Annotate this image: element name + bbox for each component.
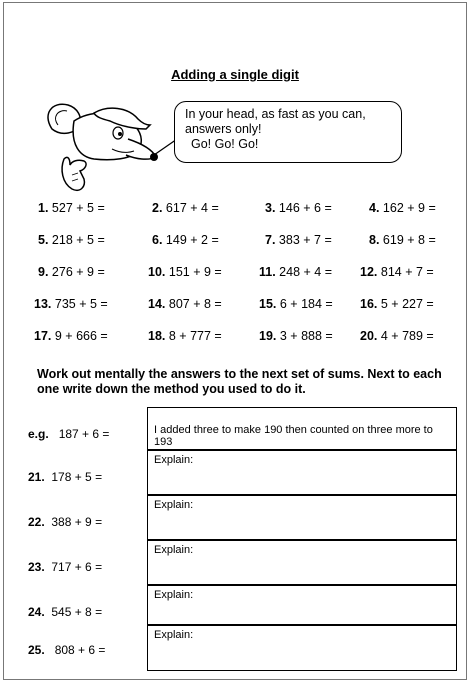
explain-answer-box[interactable] [147,450,457,495]
example-answer-box [147,407,457,450]
bubble-line-2: answers only! [185,122,262,136]
explain-label: Explain: [154,499,194,511]
problem-row [4,265,466,297]
problem-item: 2. 617 + 4 = [152,201,219,215]
problem-item: 5. 218 + 5 = [38,233,105,247]
problem-item: 6. 149 + 2 = [152,233,219,247]
question-label: 22. 388 + 9 = [28,515,103,529]
question-label: 21. 178 + 5 = [28,470,103,484]
example-label: e.g. 187 + 6 = [28,427,110,441]
explain-label: Explain: [154,589,194,601]
example-answer-text: I added three to make 190 then counted on three more to 193 [154,424,433,448]
problem-item: 16. 5 + 227 = [360,297,434,311]
explain-answer-box[interactable] [147,540,457,585]
problem-item: 11. 248 + 4 = [259,265,332,279]
problem-item: 12. 814 + 7 = [360,265,434,279]
problem-item: 10. 151 + 9 = [148,265,222,279]
explain-answer-box[interactable] [147,585,457,625]
problem-row [4,297,466,329]
problem-item: 13. 735 + 5 = [34,297,108,311]
problem-item: 7. 383 + 7 = [265,233,332,247]
problem-row [4,201,466,233]
bubble-line-3: Go! Go! Go! [191,137,259,151]
problem-grid [4,201,466,361]
instructions-text: Work out mentally the answers to the next set of sums. Next to each one write down the method you used to do it. [37,367,442,396]
problem-item: 1. 527 + 5 = [38,201,105,215]
problem-item: 9. 276 + 9 = [38,265,105,279]
question-label: 24. 545 + 8 = [28,605,103,619]
problem-item: 4. 162 + 9 = [369,201,436,215]
problem-item: 8. 619 + 8 = [369,233,436,247]
problem-row [4,233,466,265]
speech-bubble [174,101,402,163]
problem-item: 17. 9 + 666 = [34,329,108,343]
problem-row [4,329,466,361]
worksheet-page [3,2,467,680]
problem-item: 3. 146 + 6 = [265,201,332,215]
worksheet-title: Adding a single digit [171,67,299,82]
explain-label: Explain: [154,629,194,641]
explain-answer-box[interactable] [147,625,457,671]
mouse-mascot-illustration [42,99,192,199]
problem-item: 15. 6 + 184 = [259,297,333,311]
explain-answer-box[interactable] [147,495,457,540]
problem-item: 19. 3 + 888 = [259,329,333,343]
explain-label: Explain: [154,544,194,556]
question-label: 25. 808 + 6 = [28,643,106,657]
explain-label: Explain: [154,454,194,466]
problem-item: 18. 8 + 777 = [148,329,222,343]
problem-item: 14. 807 + 8 = [148,297,222,311]
problem-item: 20. 4 + 789 = [360,329,434,343]
question-label: 23. 717 + 6 = [28,560,103,574]
bubble-line-1: In your head, as fast as you can, [185,107,366,121]
